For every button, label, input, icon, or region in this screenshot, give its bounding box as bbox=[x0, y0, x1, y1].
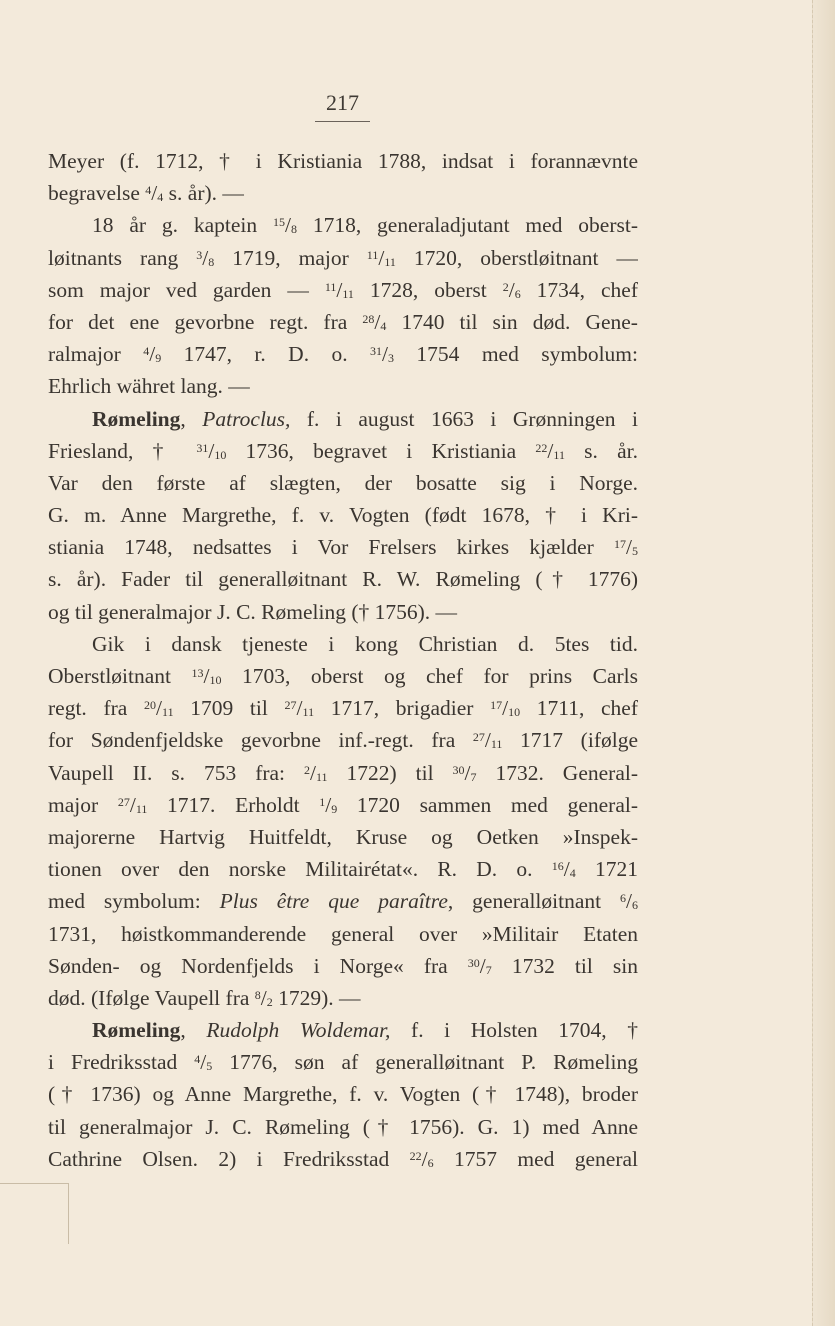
text-line bbox=[48, 1046, 638, 1078]
fraction-denominator: 4 bbox=[380, 318, 387, 333]
text-segment: Cathrine Olsen. 2) i Fredriksstad bbox=[48, 1146, 410, 1171]
fraction-numerator: 22 bbox=[409, 1148, 422, 1163]
text-segment: 1709 til bbox=[173, 696, 285, 721]
fraction-denominator: 11 bbox=[342, 286, 354, 301]
fraction-numerator: 27 bbox=[472, 730, 485, 745]
fraction-denominator: 5 bbox=[206, 1059, 213, 1074]
fraction-numerator: 8 bbox=[254, 987, 261, 1002]
fraction-numerator: 4 bbox=[145, 183, 152, 198]
text-segment: stiania 1748, nedsattes i Vor Frelsers kirkes kjælder bbox=[48, 535, 615, 560]
text-segment: og til generalmajor J. C. Rømeling († 1756). — bbox=[48, 599, 458, 624]
text-segment: Vaupell II. s. 753 fra: bbox=[48, 760, 304, 785]
text-segment: 1754 med symbolum: bbox=[394, 342, 638, 367]
text-segment: løitnants rang bbox=[48, 245, 197, 270]
entry-surname: Rømeling bbox=[92, 1018, 181, 1043]
text-line bbox=[48, 338, 638, 370]
fraction-numerator: 31 bbox=[370, 344, 383, 359]
text-segment: 1720 sammen med general- bbox=[337, 792, 638, 817]
page-edge bbox=[812, 0, 835, 1326]
fraction-numerator: 27 bbox=[284, 698, 297, 713]
fraction-numerator: 2 bbox=[502, 279, 509, 294]
fraction-numerator: 22 bbox=[535, 440, 548, 455]
text-segment: / bbox=[260, 985, 267, 1010]
fraction-denominator: 11 bbox=[302, 705, 315, 720]
fraction-numerator: 2 bbox=[304, 762, 310, 777]
text-segment: 1720, oberstløitnant — bbox=[395, 245, 638, 270]
text-segment: 1719, major bbox=[214, 245, 367, 270]
text-segment: / bbox=[336, 277, 343, 302]
fraction-numerator: 3 bbox=[196, 247, 203, 262]
fraction-denominator: 10 bbox=[508, 705, 521, 720]
text-segment: major bbox=[48, 792, 118, 817]
fraction-denominator: 3 bbox=[388, 351, 394, 366]
margin-mark bbox=[0, 1183, 69, 1244]
fraction-denominator: 6 bbox=[427, 1155, 434, 1170]
text-segment: Ehrlich währet lang. — bbox=[48, 374, 250, 399]
text-segment: 1747, r. D. o. bbox=[161, 342, 371, 367]
italic-text: Patroclus, bbox=[202, 406, 291, 431]
fraction-denominator: 11 bbox=[384, 254, 396, 269]
text-line bbox=[48, 757, 638, 789]
text-segment: / bbox=[129, 792, 136, 817]
text-segment: Friesland, † bbox=[48, 438, 197, 463]
fraction-numerator: 17 bbox=[614, 537, 627, 552]
fraction-numerator: 17 bbox=[490, 698, 503, 713]
text-segment: 1740 til sin død. Gene- bbox=[386, 309, 638, 334]
text-segment: majorerne Hartvig Huitfeldt, Kruse og Oetken »Inspek- bbox=[48, 824, 638, 849]
text-segment: / bbox=[208, 438, 215, 463]
text-segment: 1736, begravet i Kristiania bbox=[226, 438, 536, 463]
italic-text: Rudolph Woldemar, bbox=[206, 1018, 391, 1043]
text-segment: / bbox=[547, 438, 554, 463]
text-segment: 1732. General- bbox=[476, 760, 638, 785]
header-rule bbox=[315, 121, 370, 122]
text-segment: († 1736) og Anne Margrethe, f. v. Vogten († 1748), broder bbox=[48, 1082, 638, 1107]
text-segment: død. (Ifølge Vaupell fra bbox=[48, 985, 255, 1010]
text-segment: / bbox=[202, 245, 209, 270]
text-segment: / bbox=[479, 953, 486, 978]
text-segment: Gik i dansk tjeneste i kong Christian d. 5tes tid. bbox=[92, 631, 638, 656]
page-number: 217 bbox=[326, 90, 359, 115]
fraction-numerator: 4 bbox=[194, 1052, 201, 1067]
text-line bbox=[48, 531, 638, 563]
text-line bbox=[48, 403, 638, 435]
text-segment: , bbox=[180, 1018, 207, 1043]
fraction-denominator: 11 bbox=[553, 447, 565, 462]
text-line bbox=[48, 306, 638, 338]
text-line bbox=[48, 563, 638, 595]
text-segment: G. m. Anne Margrethe, f. v. Vogten (født 1678, † i Kri- bbox=[48, 503, 638, 528]
text-segment: / bbox=[200, 1050, 207, 1075]
fraction-numerator: 30 bbox=[452, 762, 465, 777]
text-segment: 1731, høistkommanderende general over »Militair Etaten bbox=[48, 921, 638, 946]
text-segment: / bbox=[382, 342, 388, 367]
text-line bbox=[48, 789, 638, 821]
fraction-numerator: 16 bbox=[551, 859, 564, 874]
text-segment: ralmajor bbox=[48, 342, 144, 367]
text-line bbox=[48, 885, 638, 917]
text-segment: 1717. Erholdt bbox=[147, 792, 320, 817]
text-line bbox=[48, 177, 638, 209]
fraction-numerator: 11 bbox=[366, 247, 379, 262]
text-segment: 1734, chef bbox=[520, 277, 638, 302]
fraction-denominator: 4 bbox=[569, 866, 576, 881]
body-text bbox=[48, 145, 638, 1175]
text-segment: 18 år g. kaptein bbox=[92, 213, 273, 238]
text-line bbox=[48, 467, 638, 499]
text-segment: / bbox=[421, 1146, 428, 1171]
text-segment: 1757 med general bbox=[433, 1146, 638, 1171]
fraction-numerator: 30 bbox=[467, 955, 480, 970]
text-line bbox=[48, 435, 638, 467]
fraction-denominator: 11 bbox=[135, 801, 148, 816]
text-line bbox=[48, 982, 638, 1014]
text-segment: for Søndenfjeldske gevorbne inf.-regt. fra bbox=[48, 728, 473, 753]
fraction-denominator: 7 bbox=[470, 769, 477, 784]
fraction-numerator: 1 bbox=[319, 794, 326, 809]
fraction-denominator: 11 bbox=[315, 769, 328, 784]
text-segment: / bbox=[151, 181, 158, 206]
text-line bbox=[48, 274, 638, 306]
text-segment: / bbox=[502, 696, 509, 721]
text-segment: 1721 bbox=[575, 857, 638, 882]
text-segment: Meyer (f. 1712, † i Kristiania 1788, indsat i forannævnte bbox=[48, 149, 638, 173]
text-line bbox=[48, 628, 638, 660]
text-segment: f. i august 1663 i Grønningen i bbox=[290, 406, 638, 431]
text-segment: / bbox=[374, 309, 381, 334]
text-segment: / bbox=[296, 696, 303, 721]
text-segment: , bbox=[180, 406, 203, 431]
text-line bbox=[48, 596, 638, 628]
text-segment: / bbox=[464, 760, 471, 785]
fraction-numerator: 11 bbox=[324, 279, 337, 294]
text-line bbox=[48, 242, 638, 274]
text-line bbox=[48, 853, 638, 885]
fraction-denominator: 10 bbox=[209, 673, 222, 687]
text-segment: / bbox=[149, 342, 156, 367]
fraction-numerator: 31 bbox=[196, 440, 209, 455]
text-segment: 1717, brigadier bbox=[314, 696, 491, 721]
text-segment: / bbox=[156, 696, 163, 721]
text-segment: , generalløitnant bbox=[447, 889, 621, 914]
text-line bbox=[48, 1078, 638, 1110]
fraction-denominator: 8 bbox=[208, 254, 215, 269]
text-segment: s. år). Fader til generalløitnant R. W. Rømeling († 1776) bbox=[48, 567, 638, 592]
text-line bbox=[48, 1014, 638, 1046]
fraction-numerator: 13 bbox=[191, 666, 204, 680]
fraction-denominator: 6 bbox=[632, 898, 638, 913]
text-line bbox=[48, 724, 638, 756]
text-segment: regt. fra bbox=[48, 696, 145, 721]
text-line bbox=[48, 145, 638, 177]
text-segment: 1722) til bbox=[327, 760, 453, 785]
entry-surname: Rømeling bbox=[92, 406, 181, 431]
text-segment: / bbox=[626, 535, 632, 560]
fraction-denominator: 8 bbox=[290, 222, 297, 237]
text-line bbox=[48, 918, 638, 950]
fraction-denominator: 9 bbox=[331, 801, 338, 816]
text-line bbox=[48, 950, 638, 982]
text-segment: / bbox=[626, 889, 633, 914]
fraction-numerator: 6 bbox=[620, 891, 627, 906]
text-segment: s. år. bbox=[564, 438, 638, 463]
text-line bbox=[48, 370, 638, 402]
text-segment: Oberstløitnant bbox=[48, 664, 192, 688]
text-line bbox=[48, 1143, 638, 1175]
text-segment: til generalmajor J. C. Rømeling († 1756). G. 1) med Anne bbox=[48, 1114, 638, 1139]
text-line bbox=[48, 821, 638, 853]
text-segment: / bbox=[508, 277, 515, 302]
text-line bbox=[48, 209, 638, 241]
italic-text: Plus être que paraître bbox=[219, 889, 448, 914]
fraction-denominator: 6 bbox=[514, 286, 521, 301]
text-segment: / bbox=[563, 857, 570, 882]
text-segment: Var den første af slægten, der bosatte sig i Norge. bbox=[48, 470, 638, 495]
text-segment: Sønden- og Nordenfjelds i Norge« fra bbox=[48, 953, 468, 978]
text-line bbox=[48, 1111, 638, 1143]
text-segment: i Fredriksstad bbox=[48, 1050, 195, 1075]
text-segment: 1717 (ifølge bbox=[502, 728, 638, 753]
fraction-denominator: 2 bbox=[266, 994, 273, 1009]
fraction-denominator: 11 bbox=[162, 705, 174, 720]
text-segment: 1711, chef bbox=[520, 696, 638, 721]
text-segment: 1732 til sin bbox=[491, 953, 638, 978]
text-segment: / bbox=[310, 760, 316, 785]
text-line bbox=[48, 660, 638, 692]
fraction-numerator: 28 bbox=[362, 311, 375, 326]
text-segment: for det ene gevorbne regt. fra bbox=[48, 309, 363, 334]
text-segment: 1718, generaladjutant med oberst- bbox=[296, 213, 638, 238]
text-segment: 1776, søn af generalløitnant P. Rømeling bbox=[212, 1050, 638, 1075]
fraction-numerator: 4 bbox=[143, 344, 150, 359]
text-segment: / bbox=[325, 792, 332, 817]
text-segment: s. år). — bbox=[163, 181, 244, 206]
text-segment: tionen over den norske Militairétat«. R. D. o. bbox=[48, 857, 552, 882]
text-segment: f. i Holsten 1704, † bbox=[390, 1018, 638, 1043]
text-segment: som major ved garden — bbox=[48, 277, 325, 302]
fraction-numerator: 15 bbox=[273, 215, 285, 230]
text-segment: / bbox=[285, 213, 291, 238]
text-segment: 1729). — bbox=[272, 985, 361, 1010]
text-line bbox=[48, 692, 638, 724]
text-line bbox=[48, 499, 638, 531]
text-segment: / bbox=[378, 245, 385, 270]
fraction-denominator: 7 bbox=[485, 962, 492, 977]
fraction-denominator: 11 bbox=[490, 737, 503, 752]
fraction-denominator: 4 bbox=[157, 190, 164, 205]
text-segment: / bbox=[484, 728, 491, 753]
fraction-denominator: 10 bbox=[214, 447, 227, 462]
text-segment: begravelse bbox=[48, 181, 146, 206]
fraction-numerator: 20 bbox=[144, 698, 157, 713]
fraction-numerator: 27 bbox=[117, 794, 130, 809]
text-segment: / bbox=[203, 664, 210, 688]
text-segment: 1703, oberst og chef for prins Carls bbox=[221, 664, 638, 688]
text-segment: 1728, oberst bbox=[353, 277, 503, 302]
fraction-denominator: 9 bbox=[155, 351, 162, 366]
fraction-denominator: 5 bbox=[632, 544, 638, 559]
text-segment: med symbolum: bbox=[48, 889, 220, 914]
